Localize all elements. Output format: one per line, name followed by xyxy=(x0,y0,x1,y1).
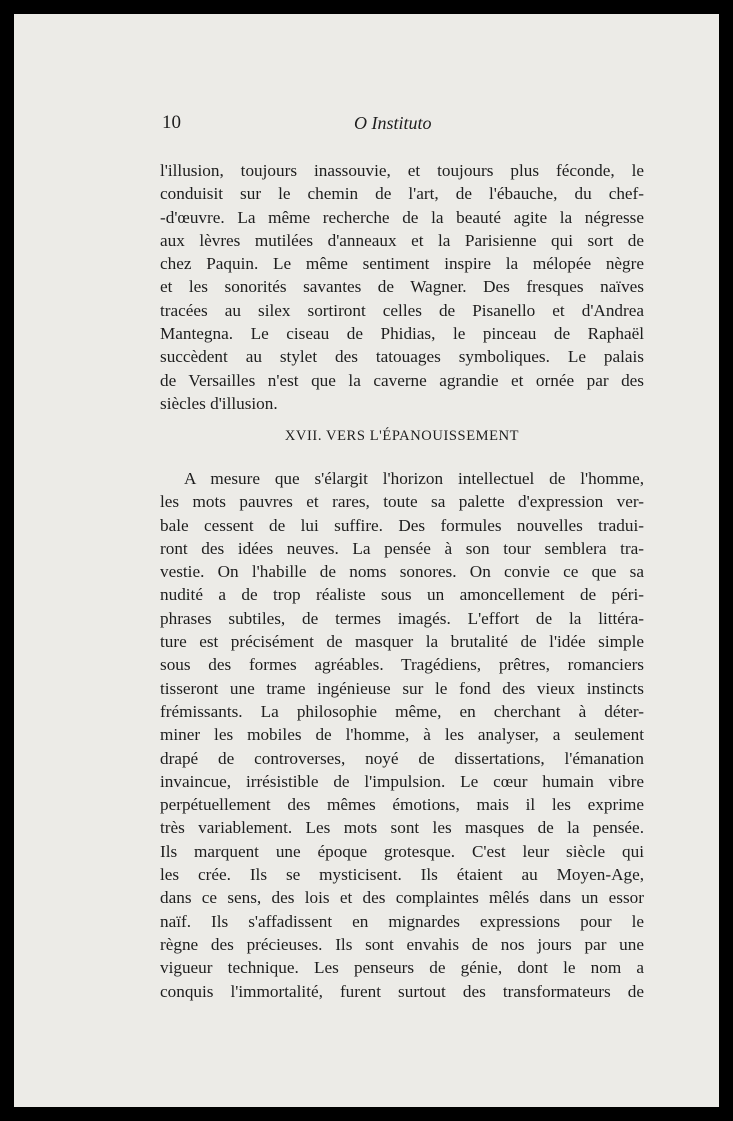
text-line: nudité a de trop réaliste sous un amoncellement de péri- xyxy=(160,585,644,605)
text-line: chez Paquin. Le même sentiment inspire la mélopée nègre xyxy=(160,254,644,274)
paragraph-1 xyxy=(160,159,644,415)
text-line: phrases subtiles, de termes imagés. L'effort de la littéra- xyxy=(160,608,644,628)
paragraph-2 xyxy=(160,467,644,1003)
text-line: bale cessent de lui suffire. Des formules nouvelles tradui- xyxy=(160,515,644,535)
text-line: miner les mobiles de l'homme, à les analyser, a seulement xyxy=(160,725,644,745)
text-line: tisseront une trame ingénieuse sur le fond des vieux instincts xyxy=(160,678,644,698)
text-line: les mots pauvres et rares, toute sa palette d'expression ver- xyxy=(160,492,644,512)
page-number: 10 xyxy=(162,112,181,133)
book-page xyxy=(14,14,719,1107)
text-line: invaincue, irrésistible de l'impulsion. Le cœur humain vibre xyxy=(160,771,644,791)
text-line: drapé de controverses, noyé de dissertations, l'émanation xyxy=(160,748,644,768)
text-line: conquis l'immortalité, furent surtout des transformateurs de xyxy=(160,981,644,1001)
text-line: frémissants. La philosophie même, en cherchant à déter- xyxy=(160,701,644,721)
text-line: Ils marquent une époque grotesque. C'est leur siècle qui xyxy=(160,841,644,861)
text-line: vigueur technique. Les penseurs de génie, dont le nom a xyxy=(160,958,644,978)
text-line: de Versailles n'est que la caverne agrandie et ornée par des xyxy=(160,370,644,390)
text-line: aux lèvres mutilées d'anneaux et la Parisienne qui sort de xyxy=(160,230,644,250)
text-line: ront des idées neuves. La pensée à son tour semblera tra- xyxy=(160,538,644,558)
text-line: succèdent au stylet des tatouages symboliques. Le palais xyxy=(160,347,644,367)
text-line: sous des formes agréables. Tragédiens, prêtres, romanciers xyxy=(160,655,644,675)
text-line: naïf. Ils s'affadissent en mignardes expressions pour le xyxy=(160,911,644,931)
text-line: règne des précieuses. Ils sont envahis de nos jours par une xyxy=(160,934,644,954)
text-line: A mesure que s'élargit l'horizon intellectuel de l'homme, xyxy=(184,469,644,488)
text-line: très variablement. Les mots sont les masques de la pensée. xyxy=(160,818,644,838)
text-line: conduisit sur le chemin de l'art, de l'ébauche, du chef- xyxy=(160,184,644,204)
section-heading: XVII. VERS L'ÉPANOUISSEMENT xyxy=(284,428,520,444)
text-line: et les sonorités savantes de Wagner. Des fresques naïves xyxy=(160,277,644,297)
text-line: tracées au silex sortiront celles de Pisanello et d'Andrea xyxy=(160,300,644,320)
text-line: ture est précisément de masquer la brutalité de l'idée simple xyxy=(160,632,644,652)
text-line: dans ce sens, des lois et des complaintes mêlés dans un essor xyxy=(160,888,644,908)
text-line: les crée. Ils se mysticisent. Ils étaient au Moyen-Age, xyxy=(160,865,644,885)
text-line: l'illusion, toujours inassouvie, et toujours plus féconde, le xyxy=(160,161,644,180)
text-line: perpétuellement des mêmes émotions, mais il les exprime xyxy=(160,795,644,815)
text-line: vestie. On l'habille de noms sonores. On convie ce que sa xyxy=(160,562,644,582)
journal-title: O Instituto xyxy=(354,113,432,133)
text-line: Mantegna. Le ciseau de Phidias, le pinceau de Raphaël xyxy=(160,324,644,344)
text-line: siècles d'illusion. xyxy=(160,393,278,413)
text-line: -d'œuvre. La même recherche de la beauté agite la négresse xyxy=(160,207,644,227)
running-head xyxy=(162,112,642,142)
